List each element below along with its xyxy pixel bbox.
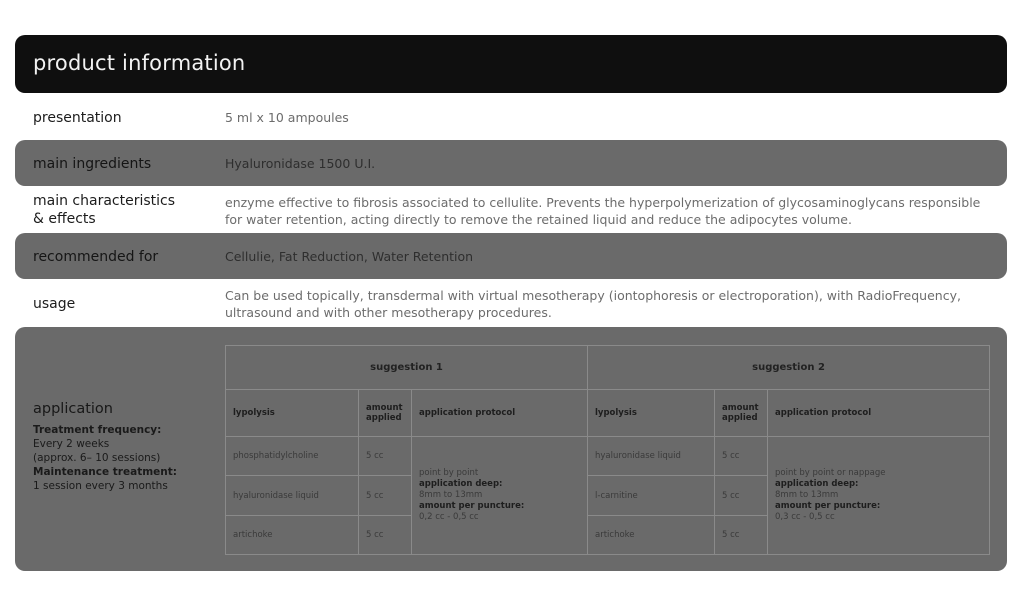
s1-item: artichoke: [226, 515, 359, 554]
row-main-ingredients: [15, 140, 1007, 186]
characteristics-label-line2: & effects: [33, 211, 96, 227]
usage-value-line1: Can be used topically, transdermal with virtual mesotherapy (iontophoresis or electroporation), with RadioFrequency,: [225, 288, 961, 303]
s2-amount-value: 0,3 cc - 0,5 cc: [775, 512, 835, 523]
s1-amount: 5 cc: [359, 437, 412, 476]
usage-value: [225, 287, 961, 321]
s1-item: phosphatidylcholine: [226, 437, 359, 476]
s1-deep-value: 8mm to 13mm: [419, 490, 483, 501]
characteristics-value: [225, 194, 980, 228]
s2-item: hyaluronidase liquid: [588, 437, 715, 476]
s2-protocol-header: application protocol: [768, 390, 990, 437]
s1-item: hyaluronidase liquid: [226, 476, 359, 515]
s2-amount-header: [715, 390, 768, 437]
s2-amount-label: amount per puncture:: [775, 501, 881, 512]
maintenance-treatment-value: 1 session every 3 months: [33, 480, 168, 492]
presentation-value: 5 ml x 10 ampoules: [225, 110, 349, 125]
s1-deep-label: application deep:: [419, 479, 503, 490]
maintenance-treatment-label: Maintenance treatment:: [33, 466, 177, 478]
s1-amount-label: amount per puncture:: [419, 501, 525, 512]
characteristics-label: [33, 192, 175, 228]
treatment-frequency-line1: Every 2 weeks: [33, 438, 110, 450]
treatment-frequency-label: Treatment frequency:: [33, 424, 162, 436]
row-recommended-for: [15, 233, 1007, 279]
row-application: [15, 327, 1007, 571]
characteristics-value-line2: for water retention, acting directly to remove the retained liquid and reduce the adipocytes volume.: [225, 212, 852, 227]
s2-amount-header-line2: applied: [722, 413, 758, 424]
table-row: [226, 437, 990, 476]
s2-item: l-carnitine: [588, 476, 715, 515]
s2-lypolysis-header: lypolysis: [588, 390, 715, 437]
s1-protocol-header: application protocol: [412, 390, 588, 437]
suggestion-header-row: [226, 346, 990, 390]
s2-deep-value: 8mm to 13mm: [775, 490, 839, 501]
row-presentation: [15, 100, 1007, 136]
s2-amount: 5 cc: [715, 476, 768, 515]
s1-protocol: [412, 437, 588, 555]
usage-label: usage: [33, 296, 76, 312]
s1-amount-value: 0,2 cc - 0,5 cc: [419, 512, 479, 523]
treatment-frequency-line2: (approx. 6– 10 sessions): [33, 452, 161, 464]
s1-amount: 5 cc: [359, 515, 412, 554]
suggestion-2-header: suggestion 2: [588, 346, 990, 390]
recommended-value: Cellulie, Fat Reduction, Water Retention: [225, 249, 474, 264]
s1-protocol-line1: point by point: [419, 468, 479, 479]
s2-amount-header-line1: amount: [722, 403, 759, 414]
application-label: application: [33, 401, 113, 417]
s2-protocol: [768, 437, 990, 555]
ingredients-value: Hyaluronidase 1500 U.I.: [225, 156, 376, 171]
suggestion-1-header: suggestion 1: [226, 346, 588, 390]
presentation-label: presentation: [33, 110, 122, 126]
page-title: product information: [33, 51, 246, 75]
column-header-row: [226, 390, 990, 437]
application-summary: [33, 401, 223, 493]
product-info-header: [15, 35, 1007, 93]
s2-amount: 5 cc: [715, 515, 768, 554]
s2-deep-label: application deep:: [775, 479, 859, 490]
s2-amount: 5 cc: [715, 437, 768, 476]
s2-protocol-line1: point by point or nappage: [775, 468, 886, 479]
characteristics-label-line1: main characteristics: [33, 193, 176, 209]
application-table: [225, 345, 990, 555]
s2-item: artichoke: [588, 515, 715, 554]
s1-amount-header-line2: applied: [366, 413, 402, 424]
ingredients-label: main ingredients: [33, 156, 152, 172]
s1-amount-header: [359, 390, 412, 437]
s1-lypolysis-header: lypolysis: [226, 390, 359, 437]
characteristics-value-line1: enzyme effective to fibrosis associated to cellulite. Prevents the hyperpolymerization of glycosaminoglycans responsible: [225, 195, 981, 210]
row-main-characteristics: [15, 188, 1007, 232]
s1-amount-header-line1: amount: [366, 403, 403, 414]
s1-amount: 5 cc: [359, 476, 412, 515]
row-usage: [15, 283, 1007, 323]
usage-value-line2: ultrasound and with other mesotherapy procedures.: [225, 305, 552, 320]
recommended-label: recommended for: [33, 249, 159, 265]
